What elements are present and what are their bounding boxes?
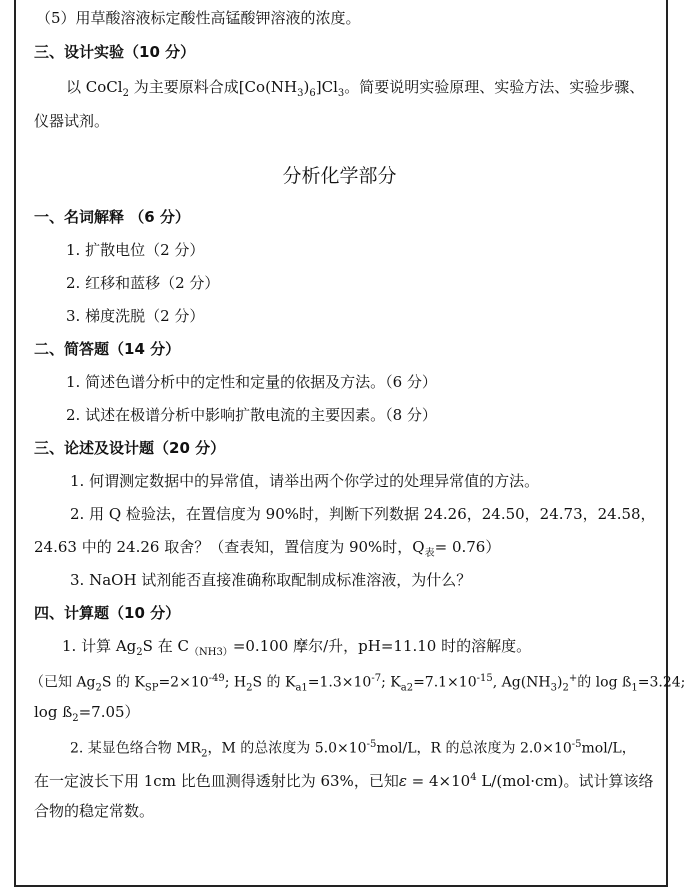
s3-q2-line-2: 24.63 中的 24.26 取舍？（查表知，置信度为 90%时，$Q_表= 0.76$） [34,538,501,559]
s3-q2-line-1: 2. 用 Q 检验法，在置信度为 90%时，判断下列数据 24.26，24.50，24.73，24.58， [70,505,656,523]
s4-q2-line-1: 2. 某显色络合物 $MR_2$，M 的总浓度为 $5.0\times 10^{-5}mol/L$，R 的总浓度为 $2.0\times 10^{-5}mol/L$， [70,739,636,760]
s4-q2-line-3: 合物的稳定常数。 [34,802,155,820]
s4-q1-line-2: （已知 $Ag_2S$ 的 $K_{SP}=2\times 10^{-49}$; $H_2S$ 的 $K_{a1}=1.3\times 10^{-7}$; $K_{a2}=7.1\times 10^{-15}$, $Ag(NH_3)_2^+$的 $\log ß_1=3.24$; [30,673,685,694]
s1-item-3: 3. 梯度洗脱（2 分） [66,307,205,325]
s1-heading: 一、名词解释 （6 分） [34,208,190,226]
s2-item-1: 1. 简述色谱分析中的定性和定量的依据及方法。（6 分） [66,373,437,391]
s3-heading: 三、论述及设计题（20 分） [34,439,226,457]
item-5: （5）用草酸溶液标定酸性高锰酸钾溶液的浓度。 [36,9,361,27]
s4-q2-line-2: 在一定波长下用 1cm 比色皿测得透射比为 63%，已知$\varepsilon = 4\times 10^4$ L/(mol·cm)。试计算该络 [34,772,654,790]
part-title: 分析化学部分 [282,165,397,187]
section-3-heading: 三、设计实验（10 分） [34,43,196,61]
section-3-line-2: 仪器试剂。 [34,112,110,130]
s2-item-2: 2. 试述在极谱分析中影响扩散电流的主要因素。（8 分） [66,406,437,424]
s3-q3: 3. NaOH 试剂能否直接准确称取配制成标准溶液，为什么？ [70,571,472,589]
s2-heading: 二、简答题（14 分） [34,340,181,358]
section-3-line-1: 以 CoCl$_2$ 为主要原料合成$[Co(NH_3)_6]Cl_3$。简要说明实验原理、实验方法、实验步骤、 [66,78,645,99]
s1-item-2: 2. 红移和蓝移（2 分） [66,274,220,292]
s4-q1-line-1: 1. 计算 $Ag_2S$ 在 $C_{(NH3)}=0.100$ 摩尔/升，pH=11.10 时的溶解度。 [62,637,532,658]
s1-item-1: 1. 扩散电位（2 分） [66,241,205,259]
s4-q1-line-3: $\log ß_2=7.05$） [34,703,140,724]
s4-heading: 四、计算题（10 分） [34,604,181,622]
s3-q1: 1. 何谓测定数据中的异常值，请举出两个你学过的处理异常值的方法。 [70,472,540,490]
